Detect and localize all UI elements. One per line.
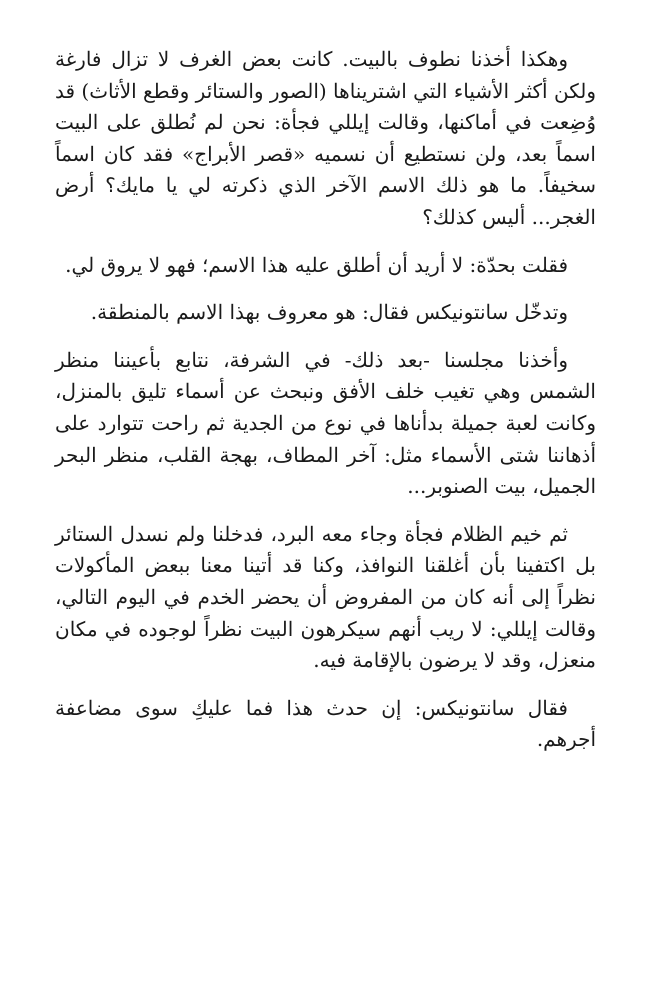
paragraph-5: ثم خيم الظلام فجأة وجاء معه البرد، فدخلنا ولم نسدل الستائر بل اكتفينا بأن أغلقنا النوافذ، وكنا قد أتينا معنا ببعض المأكولات نظراً إلى أنه كان من المفروض أن يحضر الخدم في اليوم التالي، وقالت إيللي: لا ريب أنهم سيكرهون البيت نظراً لوجوده في مكان منعزل، وقد لا يرضون بالإقامة فيه. xyxy=(55,521,596,673)
paragraph-spacer xyxy=(55,503,596,519)
paragraph-6: فقال سانتونيكس: إن حدث هذا فما عليكِ سوى مضاعفة أجرهم. xyxy=(55,695,596,752)
paragraph-3: وتدخّل سانتونيكس فقال: هو معروف بهذا الاسم بالمنطقة. xyxy=(90,300,568,325)
paragraph-4: وأخذنا مجلسنا -بعد ذلك- في الشرفة، نتابع بأعيننا منظر الشمس وهي تغيب خلف الأفق ونبحث عن أسماء تليق بالمنزل، وكانت لعبة جميلة بدأناها في نوع من الجدية ثم راحت تتوارد على أذهاننا شتى الأسماء مثل: آخر المطاف، بهجة القلب، منظر البحر الجميل، بيت الصنوبر... xyxy=(55,347,597,499)
paragraph-spacer xyxy=(55,677,596,693)
paragraph-1: وهكذا أخذنا نطوف بالبيت. كانت بعض الغرف لا تزال فارغة ولكن أكثر الأشياء التي اشتريناها (الصور والستائر وقطع الأثاث) قد وُضِعت في أماكنها، وقالت إيللي فجأة: نحن لم نُطلق على البيت اسماً بعد، ولن نستطيع أن نسميه «قصر الأبراج» فقد كان اسماً سخيفاً. ما هو ذلك الاسم الآخر الذي ذكرته لي يا مايك؟ أرض الغجر... أليس كذلك؟ xyxy=(55,47,596,229)
paragraph-spacer xyxy=(55,281,596,297)
paragraph-2: فقلت بحدّة: لا أريد أن أطلق عليه هذا الاسم؛ فهو لا يروق لي. xyxy=(65,252,568,277)
paragraph-spacer xyxy=(55,329,596,345)
paragraph-spacer xyxy=(55,234,596,250)
